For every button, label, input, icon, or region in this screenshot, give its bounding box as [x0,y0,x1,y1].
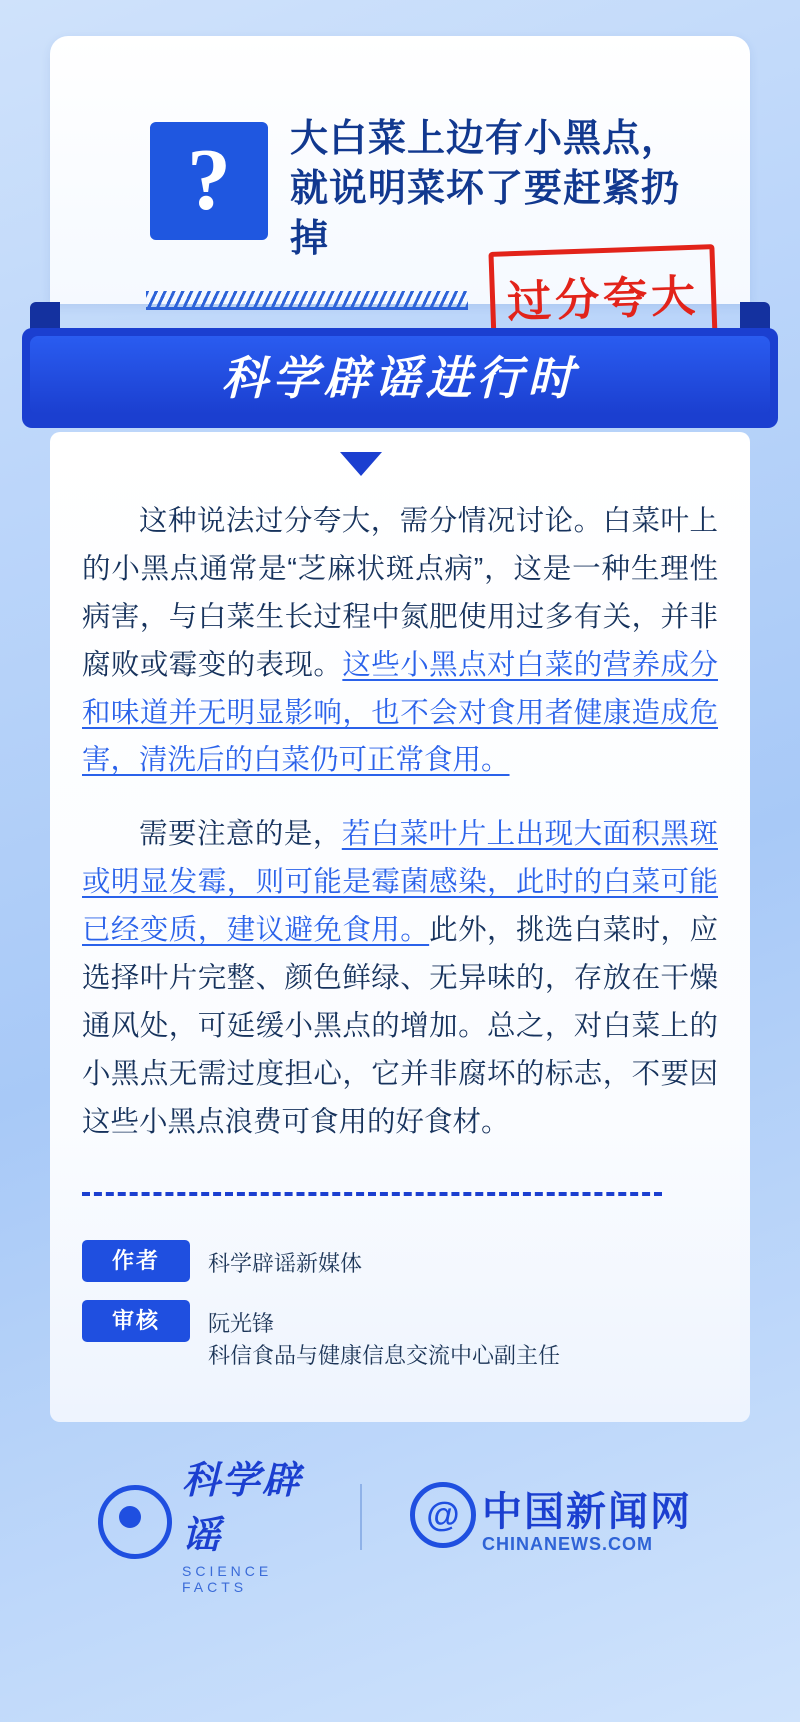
banner [22,300,778,428]
chinanews-logo [410,1478,710,1570]
status-badge-label: 过分夸大 [506,271,700,328]
paragraph-2-text-post: 此外，挑选白菜时，应选择叶片完整、颜色鲜绿、无异味的，存放在干燥通风处，可延缓小黑点的增加。总之，对白菜上的小黑点无需过度担心，它并非腐坏的标志，不要因这些小黑点浪费可食用的好食材。 [82,914,718,1138]
header-card [50,36,750,328]
question-mark-glyph: ? [187,132,231,229]
article-body [82,498,718,1172]
chinanews-logo-cn: 中国新闻网 [482,1490,692,1534]
author-tag: 作者 [82,1240,190,1282]
dashed-divider [82,1192,662,1196]
paragraph-1 [82,498,718,785]
paragraph-2 [82,811,718,1146]
science-facts-logo-cn: 科学辟谣 [182,1460,303,1557]
footer [0,1460,800,1600]
author-value: 科学辟谣新媒体 [208,1251,363,1276]
author-row [82,1240,682,1282]
science-facts-logo-text [182,1449,338,1595]
paragraph-2-text-pre: 需要注意的是， [139,818,342,851]
reviewer-tag: 审核 [82,1300,190,1342]
magnifier-icon [98,1485,172,1559]
paragraph-1-highlight: 这些小黑点对白菜的营养成分和味道并无明显影响，也不会对食用者健康造成危害，清洗后的白菜仍可正常食用。 [82,648,718,777]
footer-divider [360,1484,362,1550]
paragraph-2-highlight: 若白菜叶片上出现大面积黑斑或明显发霉，则可能是霉菌感染，此时的白菜可能已经变质，建议避免食用。 [82,818,718,946]
at-icon: @ [410,1482,476,1548]
credits [82,1240,682,1390]
science-facts-logo-en: SCIENCE FACTS [182,1563,273,1595]
banner-title: 科学辟谣进行时 [221,353,579,404]
chevron-down-icon [340,452,382,476]
reviewer-title: 科信食品与健康信息交流中心副主任 [208,1342,561,1368]
reviewer-value [208,1300,560,1372]
science-facts-logo [98,1460,338,1595]
reviewer-row [82,1300,682,1372]
page-title: 大白菜上边有小黑点，就说明菜坏了要赶紧扔掉 [290,118,681,261]
card-scalloped-edge [50,1404,750,1428]
paragraph-1-text: 这种说法过分夸大，需分情况讨论。白菜叶上的小黑点通常是“芝麻状斑点病”，这是一种生理性病害，与白菜生长过程中氮肥使用过多有关，并非腐败或霉变的表现。 [82,505,718,681]
question-mark-icon [150,122,268,240]
reviewer-name: 阮光锋 [208,1311,275,1336]
chinanews-logo-en: CHINANEWS.COM [482,1534,653,1554]
